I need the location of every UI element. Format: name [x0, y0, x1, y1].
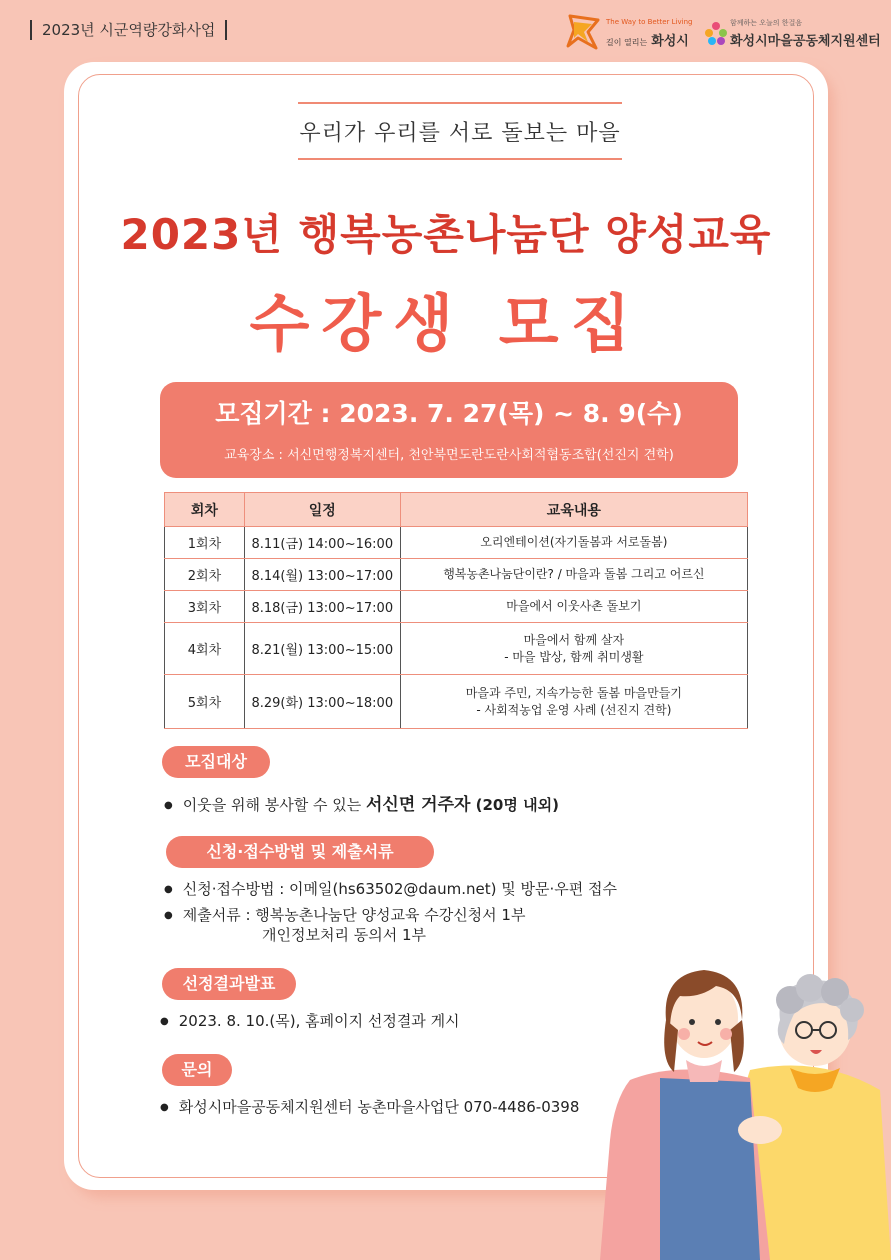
- header-content: 교육내용: [400, 493, 747, 527]
- date-cell: 8.14(월) 13:00~17:00: [244, 559, 400, 591]
- community-center-logo: [704, 16, 884, 52]
- table-row: [165, 623, 748, 675]
- city-sub: 길이 열리는: [606, 38, 648, 47]
- content-line: 행복농촌나눔단이란? / 마을과 돌봄 그리고 어르신: [443, 567, 705, 581]
- date-cell: 8.29(화) 13:00~18:00: [244, 675, 400, 729]
- content-cell: [400, 527, 747, 559]
- apply-method: ● 신청·접수방법 : 이메일(hs63502@daum.net) 및 방문·우편 접수: [164, 878, 617, 899]
- header-date: 일정: [244, 493, 400, 527]
- content-line: 마을에서 함께 살자: [523, 632, 625, 647]
- content-line: - 마을 밥상, 함께 취미생활: [504, 649, 644, 664]
- target-text-post: (20명 내외): [470, 796, 559, 814]
- content-cell: [400, 559, 747, 591]
- caregiver-illustration: [600, 960, 891, 1260]
- hwaseong-city-logo: [566, 12, 696, 52]
- session-cell: 1회차: [165, 527, 245, 559]
- center-tagline: 함께하는 오늘의 한걸음: [730, 19, 803, 27]
- content-cell: [400, 623, 747, 675]
- content-cell: [400, 675, 747, 729]
- table-row: [165, 675, 748, 729]
- apply-label: 신청·접수방법 및 제출서류: [166, 836, 434, 868]
- education-venue: 교육장소 : 서신면행정복지센터, 천안북면도란도란사회적협동조합(선진지 견학): [224, 448, 674, 463]
- city-star-icon: [566, 12, 604, 52]
- content-line: 마을과 주민, 지속가능한 돌봄 마을만들기: [465, 685, 682, 700]
- header-session: 회차: [165, 493, 245, 527]
- center-name: 화성시마을공동체지원센터: [730, 34, 881, 49]
- content-line: 마을에서 이웃사촌 돌보기: [506, 599, 642, 613]
- target-text: [164, 790, 559, 815]
- schedule-table: [164, 492, 748, 729]
- content-cell: [400, 591, 747, 623]
- session-cell: 5회차: [165, 675, 245, 729]
- recruit-period: 모집기간 : 2023. 7. 27(목) ~ 8. 9(수): [215, 399, 683, 428]
- target-label: 모집대상: [162, 746, 270, 778]
- contact-text: ● 화성시마을공동체지원센터 농촌마을사업단 070-4486-0398: [160, 1096, 579, 1117]
- date-cell: 8.21(월) 13:00~15:00: [244, 623, 400, 675]
- target-text-pre: 이웃을 위해 봉사할 수 있는: [182, 796, 366, 814]
- content-line: - 사회적농업 운영 사례 (선진지 견학): [476, 702, 672, 717]
- session-cell: 4회차: [165, 623, 245, 675]
- poster-title: 2023년 행복농촌나눔단 양성교육: [120, 210, 772, 259]
- date-cell: 8.11(금) 14:00~16:00: [244, 527, 400, 559]
- table-row: [165, 527, 748, 559]
- table-header-row: [165, 493, 748, 527]
- content-line: 오리엔테이션(자기돌봄과 서로돌봄): [480, 535, 668, 549]
- target-text-strong: 서신면 거주자: [365, 795, 471, 815]
- date-cell: 8.18(금) 13:00~17:00: [244, 591, 400, 623]
- table-row: [165, 559, 748, 591]
- project-label: 2023년 시군역량강화사업: [30, 20, 227, 40]
- city-tagline: The Way to Better Living: [606, 18, 693, 26]
- top-bar: [0, 0, 891, 62]
- city-name: [606, 30, 689, 49]
- pinwheel-icon: [704, 20, 728, 48]
- result-text: ● 2023. 8. 10.(목), 홈페이지 선정결과 게시: [160, 1010, 460, 1031]
- poster-subtitle: 우리가 우리를 서로 돌보는 마을: [299, 120, 621, 146]
- apply-docs: ● 제출서류 : 행복농촌나눔단 양성교육 수강신청서 1부: [164, 904, 525, 925]
- period-box: [160, 382, 738, 478]
- table-row: [165, 591, 748, 623]
- subtitle-frame: [298, 102, 622, 160]
- contact-label: 문의: [162, 1054, 232, 1086]
- city-name-text: 화성시: [651, 34, 689, 49]
- session-cell: 2회차: [165, 559, 245, 591]
- apply-docs-line2: 개인정보처리 동의서 1부: [262, 926, 426, 944]
- session-cell: 3회차: [165, 591, 245, 623]
- result-label: 선정결과발표: [162, 968, 296, 1000]
- poster-headline: 수강생 모집: [249, 287, 643, 360]
